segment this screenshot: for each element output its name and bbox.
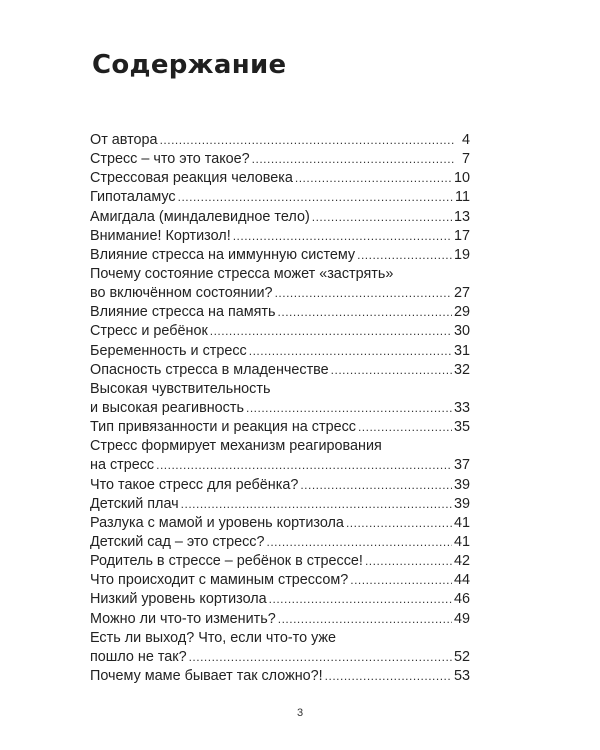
toc-entry-title: во включённом состоянии? bbox=[90, 285, 273, 302]
toc-entry-page: 10 bbox=[453, 170, 470, 187]
toc-entry-page: 30 bbox=[453, 323, 470, 340]
toc-leader-dots bbox=[350, 571, 452, 590]
toc-entry-page: 29 bbox=[453, 304, 470, 321]
toc-entry[interactable] bbox=[90, 361, 470, 380]
toc-entry-title: От автора bbox=[90, 132, 158, 148]
toc-entry-title: Можно ли что-то изменить? bbox=[90, 610, 276, 627]
toc-entry[interactable] bbox=[90, 399, 470, 418]
toc-leader-dots bbox=[275, 284, 452, 303]
toc-entry-page: 39 bbox=[453, 495, 470, 512]
toc-entry-page: 53 bbox=[453, 667, 470, 684]
toc-entry-page: 13 bbox=[453, 208, 470, 225]
toc-entry-page: 11 bbox=[455, 189, 470, 206]
toc-leader-dots bbox=[278, 610, 452, 629]
toc-entry-page: 17 bbox=[453, 227, 470, 244]
toc-leader-dots bbox=[160, 131, 454, 150]
toc-entry-page: 7 bbox=[461, 151, 470, 168]
toc-leader-dots bbox=[267, 533, 452, 552]
toc-entry-title: Тип привязанности и реакция на стресс bbox=[90, 419, 356, 436]
toc-entry[interactable] bbox=[90, 169, 470, 188]
table-of-contents bbox=[90, 131, 470, 686]
toc-entry[interactable] bbox=[90, 437, 470, 456]
toc-entry-title: Есть ли выход? Что, если что-то уже bbox=[90, 629, 337, 646]
toc-leader-dots bbox=[249, 342, 452, 361]
toc-entry-page: 44 bbox=[453, 572, 470, 589]
toc-entry-page: 49 bbox=[453, 610, 470, 627]
toc-leader-dots bbox=[358, 418, 452, 437]
toc-entry-page: 4 bbox=[461, 132, 470, 148]
toc-leader-dots bbox=[181, 495, 452, 514]
toc-entry-title: Стресс – что это такое? bbox=[90, 151, 250, 168]
toc-entry[interactable] bbox=[90, 227, 470, 246]
toc-leader-dots bbox=[312, 208, 452, 227]
toc-entry-page: 41 bbox=[453, 514, 470, 531]
toc-entry-title: Почему маме бывает так сложно?! bbox=[90, 667, 323, 684]
toc-entry-title: на стресс bbox=[90, 457, 155, 474]
toc-entry-title: пошло не так? bbox=[90, 648, 187, 665]
toc-leader-dots bbox=[252, 150, 454, 169]
toc-leader-dots bbox=[156, 456, 452, 475]
toc-leader-dots bbox=[210, 322, 452, 341]
toc-entry-page: 41 bbox=[453, 533, 470, 550]
toc-leader-dots bbox=[246, 399, 452, 418]
toc-entry[interactable] bbox=[90, 246, 470, 265]
toc-entry[interactable] bbox=[90, 131, 470, 150]
toc-entry[interactable] bbox=[90, 150, 470, 169]
toc-entry[interactable] bbox=[90, 265, 470, 284]
toc-entry[interactable] bbox=[90, 418, 470, 437]
toc-entry-title: Внимание! Кортизол! bbox=[90, 227, 231, 244]
toc-entry-page: 27 bbox=[453, 285, 470, 302]
toc-entry-title: Детский плач bbox=[90, 495, 179, 512]
toc-leader-dots bbox=[346, 514, 452, 533]
toc-entry-title: Разлука с мамой и уровень кортизола bbox=[90, 514, 344, 531]
toc-entry[interactable] bbox=[90, 476, 470, 495]
toc-leader-dots bbox=[233, 227, 452, 246]
toc-leader-dots bbox=[189, 648, 452, 667]
toc-entry[interactable] bbox=[90, 495, 470, 514]
toc-entry-title: Что такое стресс для ребёнка? bbox=[90, 476, 299, 493]
toc-leader-dots bbox=[178, 188, 453, 207]
toc-entry-title: и высокая реагивность bbox=[90, 399, 244, 416]
toc-entry[interactable] bbox=[90, 188, 470, 207]
toc-leader-dots bbox=[300, 476, 452, 495]
toc-entry[interactable] bbox=[90, 590, 470, 609]
toc-leader-dots bbox=[269, 590, 452, 609]
toc-entry-title: Стресс формирует механизм реагирования bbox=[90, 438, 382, 455]
toc-entry-page: 37 bbox=[453, 457, 470, 474]
toc-leader-dots bbox=[365, 552, 452, 571]
toc-entry[interactable] bbox=[90, 208, 470, 227]
toc-entry[interactable] bbox=[90, 342, 470, 361]
toc-entry-title: Почему состояние стресса может «застрять» bbox=[90, 265, 394, 282]
toc-entry-title: Родитель в стрессе – ребёнок в стрессе! bbox=[90, 553, 363, 570]
toc-entry-page: 33 bbox=[453, 399, 470, 416]
toc-entry-page: 31 bbox=[453, 342, 470, 359]
toc-entry[interactable] bbox=[90, 380, 470, 399]
toc-entry[interactable] bbox=[90, 456, 470, 475]
toc-entry-page: 52 bbox=[453, 648, 470, 665]
toc-entry[interactable] bbox=[90, 552, 470, 571]
toc-entry[interactable] bbox=[90, 533, 470, 552]
toc-entry[interactable] bbox=[90, 322, 470, 341]
toc-entry[interactable] bbox=[90, 629, 470, 648]
toc-leader-dots bbox=[295, 169, 452, 188]
toc-entry-page: 19 bbox=[453, 246, 470, 263]
toc-entry-title: Стрессовая реакция человека bbox=[90, 170, 293, 187]
toc-entry-title: Влияние стресса на память bbox=[90, 304, 276, 321]
toc-entry-title: Гипоталамус bbox=[90, 189, 176, 206]
toc-entry[interactable] bbox=[90, 284, 470, 303]
toc-entry-title: Беременность и стресс bbox=[90, 342, 247, 359]
toc-entry-page: 35 bbox=[453, 419, 470, 436]
toc-entry[interactable] bbox=[90, 610, 470, 629]
toc-entry-page: 39 bbox=[453, 476, 470, 493]
toc-entry[interactable] bbox=[90, 571, 470, 590]
toc-entry-title: Что происходит с маминым стрессом? bbox=[90, 572, 349, 589]
toc-entry-title: Опасность стресса в младенчестве bbox=[90, 361, 329, 378]
toc-entry[interactable] bbox=[90, 303, 470, 322]
toc-entry[interactable] bbox=[90, 514, 470, 533]
toc-leader-dots bbox=[278, 303, 452, 322]
toc-entry-page: 42 bbox=[453, 553, 470, 570]
toc-entry-title: Стресс и ребёнок bbox=[90, 323, 208, 340]
toc-entry-title: Амигдала (миндалевидное тело) bbox=[90, 208, 310, 225]
toc-entry-title: Детский сад – это стресс? bbox=[90, 533, 265, 550]
toc-leader-dots bbox=[357, 246, 452, 265]
page-number: 3 bbox=[296, 707, 304, 719]
toc-entry-title: Высокая чувствительность bbox=[90, 380, 271, 397]
toc-entry[interactable] bbox=[90, 667, 470, 686]
page-title: Содержание bbox=[92, 50, 287, 80]
toc-entry[interactable] bbox=[90, 648, 470, 667]
toc-leader-dots bbox=[325, 667, 452, 686]
toc-leader-dots bbox=[331, 361, 452, 380]
toc-entry-page: 46 bbox=[453, 591, 470, 608]
toc-entry-page: 32 bbox=[453, 361, 470, 378]
toc-entry-title: Влияние стресса на иммунную систему bbox=[90, 246, 356, 263]
toc-entry-title: Низкий уровень кортизола bbox=[90, 591, 267, 608]
